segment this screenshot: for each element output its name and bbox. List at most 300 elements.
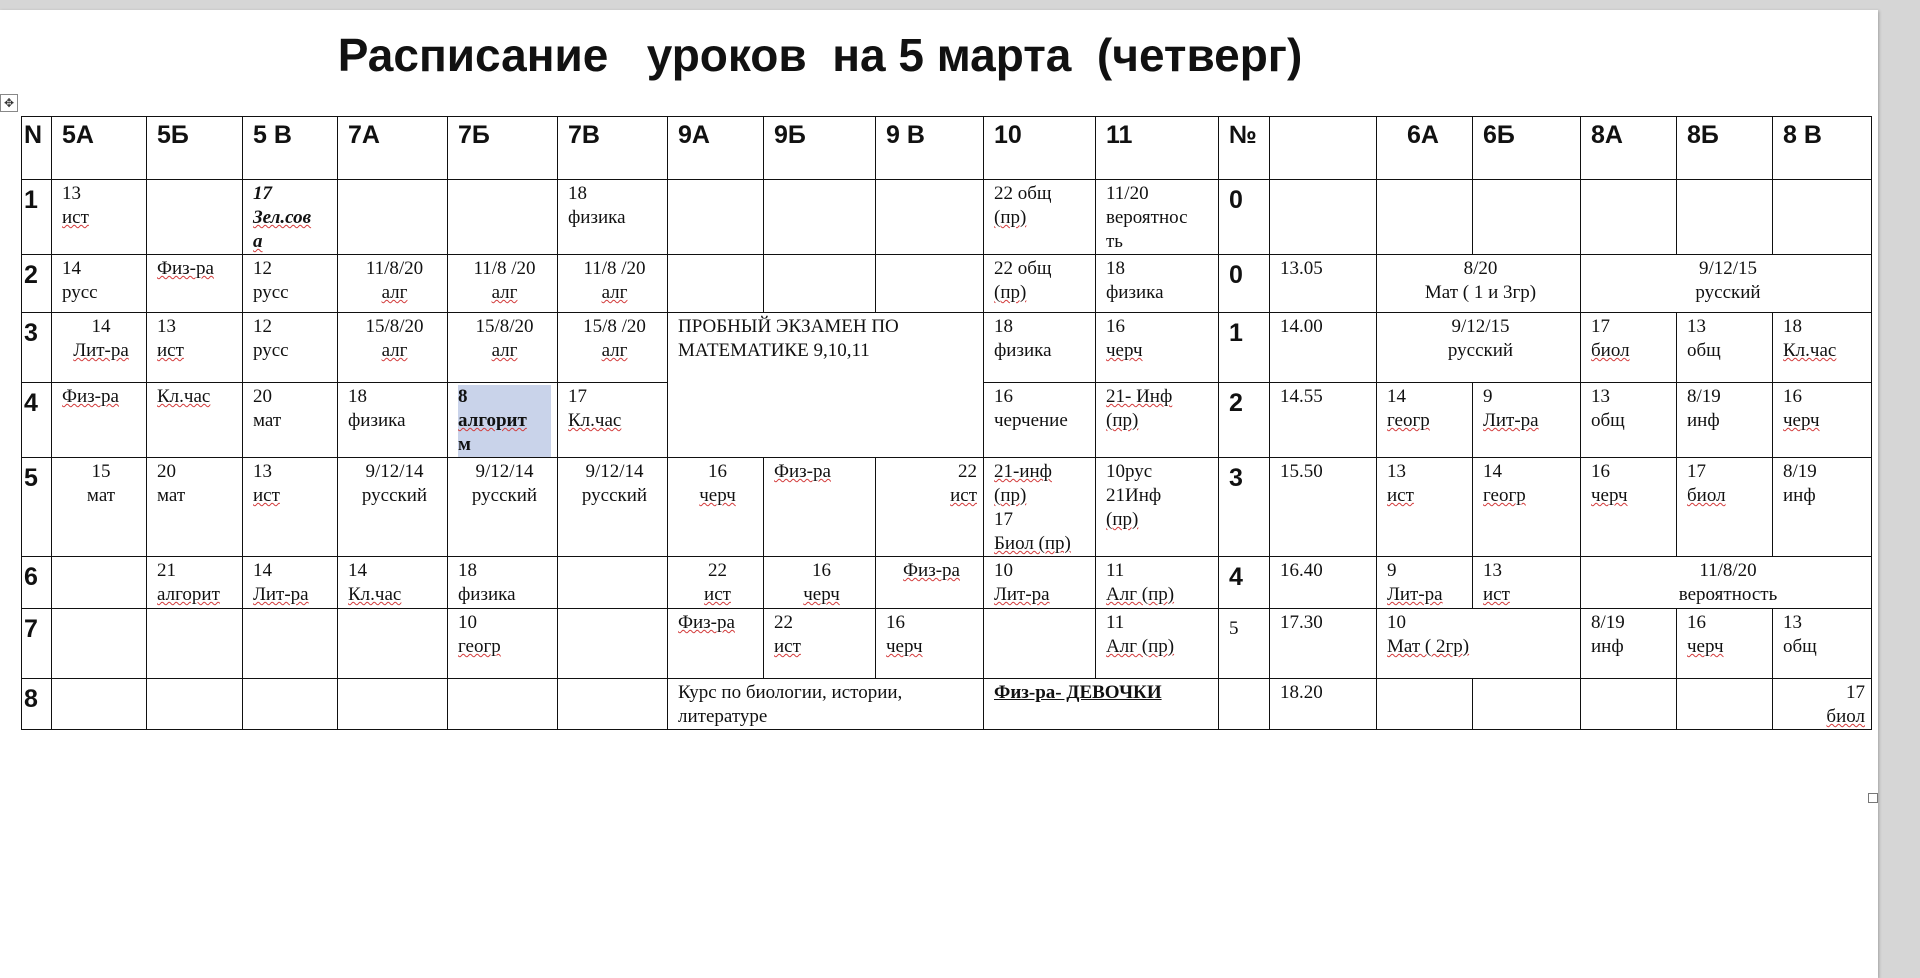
- cell-v5: [243, 313, 338, 383]
- cell-exam: [668, 313, 984, 458]
- cell-v9: [876, 180, 984, 255]
- cell-text: 10: [1387, 612, 1406, 633]
- cell-a6: [1377, 383, 1473, 458]
- slot-number: 1: [1219, 313, 1270, 383]
- page-title: Расписание уроков на 5 марта (четверг): [337, 29, 1303, 81]
- row-number: 5: [22, 458, 52, 557]
- cell-text: Курс по биологии, истории,: [678, 682, 903, 703]
- cell-text: геогр: [1483, 485, 1526, 506]
- cell-text: 14: [91, 316, 111, 337]
- cell-text: общ: [1591, 410, 1625, 431]
- cell-v8: [1773, 313, 1872, 383]
- cell-b7: [448, 313, 558, 383]
- cell-a7: [338, 557, 448, 609]
- cell-text: 18: [994, 316, 1013, 337]
- cell-v5: [243, 557, 338, 609]
- cell-g10: [984, 313, 1096, 383]
- slot-number: 0: [1219, 255, 1270, 313]
- cell-a6: [1377, 180, 1473, 255]
- cell-text: черч: [1591, 485, 1628, 506]
- row-number: 2: [22, 255, 52, 313]
- cell-text: алг: [491, 340, 518, 361]
- cell-v7: [558, 313, 668, 383]
- cell-text: 15/8 /20: [583, 316, 646, 337]
- cell-text: 12: [253, 258, 272, 279]
- cell-text: 18: [568, 183, 587, 204]
- move-icon[interactable]: ✥: [0, 94, 18, 112]
- cell-b6: [1473, 679, 1581, 730]
- cell-g11: [1096, 458, 1219, 557]
- cell-text: 11: [1106, 612, 1125, 633]
- cell-a9: [668, 255, 764, 313]
- cell-text: 11/8 /20: [473, 258, 536, 279]
- cell-text: Физ-ра- ДЕВОЧКИ: [994, 682, 1162, 703]
- cell-g11: [1096, 255, 1219, 313]
- cell-m6: [1377, 313, 1581, 383]
- column-header: 8 В: [1773, 117, 1872, 180]
- column-header: 5А: [52, 117, 147, 180]
- cell-text: ист: [704, 584, 731, 605]
- cell-a9: [668, 458, 764, 557]
- cell-text: 20: [157, 461, 176, 482]
- cell-v8: [1773, 458, 1872, 557]
- cell-b7: [448, 383, 558, 458]
- cell-text: литературе: [678, 706, 768, 727]
- table-row: [22, 557, 1872, 609]
- cell-a8: [1581, 609, 1677, 679]
- cell-text: черч: [1106, 340, 1143, 361]
- cell-b5: [147, 383, 243, 458]
- cell-text: 16: [1783, 386, 1802, 407]
- cell-a7: [338, 180, 448, 255]
- row-number: 6: [22, 557, 52, 609]
- slot-time: 13.05: [1270, 255, 1377, 313]
- cell-text: 9/12/15: [1698, 258, 1758, 279]
- cell-text: 9/12/14: [365, 461, 424, 482]
- cell-text: 11: [1106, 560, 1125, 581]
- cell-text: 17: [1591, 316, 1610, 337]
- cell-text: ист: [950, 485, 977, 506]
- cell-text: алг: [381, 282, 408, 303]
- cell-text: 21: [157, 560, 176, 581]
- cell-b8: [1677, 609, 1773, 679]
- cell-g10: [984, 255, 1096, 313]
- cell-text: Физ-ра: [157, 258, 214, 279]
- cell-text: алгорит: [157, 584, 220, 605]
- slot-time: [1270, 180, 1377, 255]
- cell-text: 13: [1387, 461, 1406, 482]
- cell-m8: [1581, 255, 1872, 313]
- cell-text: 20: [253, 386, 272, 407]
- cell-text: 11/8/20: [1699, 560, 1757, 581]
- cell-b8: [1677, 383, 1773, 458]
- cell-v7: [558, 383, 668, 458]
- cell-a9: [668, 609, 764, 679]
- cell-b9: [764, 180, 876, 255]
- cell-a8: [1581, 383, 1677, 458]
- cell-v9: [876, 557, 984, 609]
- cell-text: общ: [1687, 340, 1721, 361]
- cell-text: 11/8/20: [365, 258, 424, 279]
- cell-text: 9/12/15: [1451, 316, 1510, 337]
- cell-b6: [1473, 180, 1581, 255]
- cell-b7: [448, 180, 558, 255]
- cell-a7: [338, 609, 448, 679]
- cell-text: Лит-ра: [253, 584, 309, 605]
- cell-text: МАТЕМАТИКЕ 9,10,11: [678, 340, 870, 361]
- cell-a5: [52, 609, 147, 679]
- cell-text: 14: [253, 560, 272, 581]
- table-row: [22, 679, 1872, 730]
- cell-b9: [764, 255, 876, 313]
- cell-a6: [1377, 679, 1473, 730]
- cell-v9: [876, 609, 984, 679]
- cell-text: 14: [1387, 386, 1406, 407]
- cell-text: 15/8/20: [365, 316, 424, 337]
- cell-text: Алг (пр): [1106, 584, 1175, 605]
- cell-text: 14: [62, 258, 81, 279]
- cell-text: 16: [886, 612, 905, 633]
- cell-text: физика: [348, 410, 406, 431]
- table-row: [22, 180, 1872, 255]
- cell-text: русс: [62, 282, 98, 303]
- cell-text: 18: [348, 386, 367, 407]
- cell-text: м: [458, 433, 551, 457]
- cell-b5: [147, 458, 243, 557]
- column-header: 5Б: [147, 117, 243, 180]
- slot-number: 4: [1219, 557, 1270, 609]
- cell-b7: [448, 255, 558, 313]
- cell-v5: [243, 383, 338, 458]
- column-header: N: [22, 117, 52, 180]
- cell-text: 22 общ: [994, 183, 1052, 204]
- cell-text: 18: [458, 560, 477, 581]
- cell-b7: [448, 609, 558, 679]
- cell-text: инф: [1591, 636, 1624, 657]
- cell-text: 22: [774, 612, 793, 633]
- cell-text: 12: [253, 316, 272, 337]
- cell-v7: [558, 180, 668, 255]
- cell-text: 22: [708, 560, 727, 581]
- cell-text: 16: [812, 560, 831, 581]
- cell-a6: [1377, 557, 1473, 609]
- cell-text: Лит-ра: [73, 340, 129, 361]
- cell-g10: [984, 383, 1096, 458]
- cell-v5: [243, 255, 338, 313]
- cell-g11: [1096, 609, 1219, 679]
- cell-text: черч: [1687, 636, 1724, 657]
- column-header: 11: [1096, 117, 1219, 180]
- cell-text: физика: [458, 584, 516, 605]
- column-header: №: [1219, 117, 1270, 180]
- slot-time: 14.55: [1270, 383, 1377, 458]
- column-header: 7Б: [448, 117, 558, 180]
- cell-a7: [338, 679, 448, 730]
- slot-number: 2: [1219, 383, 1270, 458]
- cell-text: Кл.час: [157, 386, 211, 407]
- cell-text: 16: [708, 461, 727, 482]
- cell-text: алг: [601, 340, 628, 361]
- cell-text: ист: [1387, 485, 1414, 506]
- cell-b8: [1677, 313, 1773, 383]
- cell-b5: [147, 557, 243, 609]
- slot-time: 16.40: [1270, 557, 1377, 609]
- cell-text: а: [253, 231, 263, 252]
- cell-text: 13: [1483, 560, 1502, 581]
- cell-text: биол: [1826, 706, 1865, 727]
- cell-b7: [448, 557, 558, 609]
- cell-text: алг: [381, 340, 408, 361]
- cell-text: алг: [491, 282, 518, 303]
- column-header: [1270, 117, 1377, 180]
- cell-v5: [243, 609, 338, 679]
- cell-g11: [1096, 383, 1219, 458]
- cell-m8: [1581, 557, 1872, 609]
- cell-text: общ: [1783, 636, 1817, 657]
- cell-girls: [984, 679, 1219, 730]
- cell-text: биол: [1591, 340, 1630, 361]
- cell-text: геогр: [458, 636, 501, 657]
- cell-text: 18: [1106, 258, 1125, 279]
- cell-text: инф: [1687, 410, 1720, 431]
- cell-text: 8/19: [1687, 386, 1721, 407]
- cell-b8: [1677, 180, 1773, 255]
- cell-text: мат: [157, 485, 186, 506]
- cell-text: Физ-ра: [62, 386, 119, 407]
- cell-text: (пр): [994, 207, 1027, 228]
- cell-text: ист: [774, 636, 801, 657]
- cell-text: Кл.час: [1783, 340, 1837, 361]
- cell-g10: [984, 458, 1096, 557]
- cell-text: мат: [253, 410, 282, 431]
- cell-g11: [1096, 313, 1219, 383]
- cell-text: геогр: [1387, 410, 1430, 431]
- cell-text: 17: [1687, 461, 1706, 482]
- column-header: 10: [984, 117, 1096, 180]
- cell-text: (пр): [1106, 509, 1139, 530]
- cell-text: 16: [994, 386, 1013, 407]
- cell-g10: [984, 609, 1096, 679]
- cell-text: ист: [157, 340, 184, 361]
- cell-text: 15: [91, 461, 111, 482]
- cell-text: 13: [1783, 612, 1802, 633]
- cell-a7: [338, 383, 448, 458]
- table-row: [22, 255, 1872, 313]
- cell-text: 8/19: [1783, 461, 1817, 482]
- cell-a9: [668, 557, 764, 609]
- cell-text: 16: [1687, 612, 1706, 633]
- cell-text: черч: [699, 485, 736, 506]
- slot-number: 3: [1219, 458, 1270, 557]
- cell-text: 16: [1591, 461, 1610, 482]
- cell-a8: [1581, 679, 1677, 730]
- cell-text: ист: [62, 207, 89, 228]
- cell-a6: [1377, 458, 1473, 557]
- cell-text: 11/8 /20: [583, 258, 646, 279]
- cell-text: 22 общ: [994, 258, 1052, 279]
- cell-text: 10: [994, 560, 1013, 581]
- row-number: 1: [22, 180, 52, 255]
- cell-text: 21-инф: [994, 461, 1052, 482]
- cell-a8: [1581, 458, 1677, 557]
- cell-a8: [1581, 180, 1677, 255]
- cell-a5: [52, 557, 147, 609]
- cell-a7: [338, 255, 448, 313]
- cell-text: ист: [253, 485, 280, 506]
- cell-text: 21- Инф: [1106, 386, 1173, 407]
- column-header: 8Б: [1677, 117, 1773, 180]
- cell-text: 13: [253, 461, 272, 482]
- cell-text: 18: [1783, 316, 1802, 337]
- column-header: 7А: [338, 117, 448, 180]
- cell-text: физика: [1106, 282, 1164, 303]
- cell-b9: [764, 557, 876, 609]
- cell-text: (пр): [994, 282, 1027, 303]
- cell-v8: [1773, 609, 1872, 679]
- cell-b8: [1677, 458, 1773, 557]
- header-row: [22, 117, 1872, 180]
- cell-m6: [1377, 255, 1581, 313]
- cell-v8: [1773, 383, 1872, 458]
- cell-text: 17: [568, 386, 587, 407]
- cell-text: черчение: [994, 410, 1068, 431]
- cell-b9: [764, 458, 876, 557]
- cell-text: алгорит: [458, 409, 551, 433]
- cell-text: черч: [1783, 410, 1820, 431]
- cell-v5: [243, 458, 338, 557]
- cell-text: Мат ( 2гр): [1387, 636, 1470, 657]
- cell-text: русс: [253, 340, 289, 361]
- cell-g10: [984, 557, 1096, 609]
- slot-number: 5: [1219, 609, 1270, 679]
- cell-b6: [1473, 557, 1581, 609]
- column-header: 6А: [1377, 117, 1473, 180]
- cell-text: Биол (пр): [994, 533, 1071, 554]
- cell-b5: [147, 180, 243, 255]
- cell-a8: [1581, 313, 1677, 383]
- cell-g10: [984, 180, 1096, 255]
- table-row: [22, 458, 1872, 557]
- cell-text: Лит-ра: [1387, 584, 1443, 605]
- cell-text: русский: [581, 485, 648, 506]
- cell-v5: [243, 180, 338, 255]
- cell-text: ист: [1483, 584, 1510, 605]
- cell-text: 22: [958, 461, 977, 482]
- cell-text: Алг (пр): [1106, 636, 1175, 657]
- cell-text: 10рус: [1106, 461, 1153, 482]
- cell-text: биол: [1687, 485, 1726, 506]
- cell-b5: [147, 679, 243, 730]
- cell-a5: [52, 458, 147, 557]
- cell-a5: [52, 255, 147, 313]
- cell-course: [668, 679, 984, 730]
- cell-b5: [147, 313, 243, 383]
- cell-text: 8/19: [1591, 612, 1625, 633]
- cell-text: Лит-ра: [1483, 410, 1539, 431]
- cell-a5: [52, 383, 147, 458]
- cell-text: Физ-ра: [903, 560, 960, 581]
- slot-number: [1219, 679, 1270, 730]
- cell-text: Зел.сов: [253, 207, 312, 228]
- cell-text: черч: [886, 636, 923, 657]
- cell-a7: [338, 458, 448, 557]
- cell-text: 14: [348, 560, 367, 581]
- cell-b5: [147, 609, 243, 679]
- cell-text: 8/20: [1463, 258, 1498, 279]
- cell-text: (пр): [1106, 410, 1139, 431]
- slot-time: 18.20: [1270, 679, 1377, 730]
- cell-text: физика: [568, 207, 626, 228]
- cell-b5: [147, 255, 243, 313]
- slot-time: 14.00: [1270, 313, 1377, 383]
- row-number: 4: [22, 383, 52, 458]
- column-header: 5 В: [243, 117, 338, 180]
- cell-v7: [558, 458, 668, 557]
- row-number: 8: [22, 679, 52, 730]
- cell-v7: [558, 679, 668, 730]
- cell-text: 11/20: [1106, 183, 1149, 204]
- cell-text: 17: [253, 183, 272, 204]
- cell-b8: [1677, 679, 1773, 730]
- cell-v5: [243, 679, 338, 730]
- cell-text: инф: [1783, 485, 1816, 506]
- cell-text: 21Инф: [1106, 485, 1162, 506]
- cell-b9: [764, 609, 876, 679]
- cell-v9: [876, 255, 984, 313]
- slot-time: 15.50: [1270, 458, 1377, 557]
- cell-text: 17: [994, 509, 1013, 530]
- cell-text: ПРОБНЫЙ ЭКЗАМЕН ПО: [678, 316, 899, 337]
- cell-text: физика: [994, 340, 1052, 361]
- cell-text: русс: [253, 282, 289, 303]
- cell-v8: [1773, 679, 1872, 730]
- cell-text: русский: [1695, 282, 1761, 303]
- cell-text: Лит-ра: [994, 584, 1050, 605]
- column-header: 7В: [558, 117, 668, 180]
- cell-text: вероятнос: [1106, 207, 1188, 228]
- column-header: 9А: [668, 117, 764, 180]
- cell-text: 13: [1687, 316, 1706, 337]
- cell-text: русский: [1447, 340, 1514, 361]
- cell-a5: [52, 180, 147, 255]
- cell-text: 16: [1106, 316, 1125, 337]
- cell-text: русский: [361, 485, 428, 506]
- cell-text: 9: [1483, 386, 1493, 407]
- resize-icon[interactable]: [1868, 793, 1878, 803]
- cell-text: алг: [601, 282, 628, 303]
- cell-a5: [52, 679, 147, 730]
- cell-text: 13: [157, 316, 176, 337]
- cell-text: 13: [62, 183, 81, 204]
- cell-text: 9/12/14: [585, 461, 644, 482]
- cell-v7: [558, 609, 668, 679]
- cell-text: 10: [458, 612, 477, 633]
- column-header: 9 В: [876, 117, 984, 180]
- cell-g11: [1096, 557, 1219, 609]
- cell-v8: [1773, 180, 1872, 255]
- column-header: 6Б: [1473, 117, 1581, 180]
- cell-text: мат: [86, 485, 116, 506]
- column-header: 9Б: [764, 117, 876, 180]
- cell-text: Физ-ра: [678, 612, 735, 633]
- cell-b7: [448, 458, 558, 557]
- column-header: 8А: [1581, 117, 1677, 180]
- cell-text: (пр): [994, 485, 1027, 506]
- row-number: 7: [22, 609, 52, 679]
- schedule-table: [21, 116, 1872, 730]
- cell-text: 13: [1591, 386, 1610, 407]
- cell-text: 9/12/14: [475, 461, 534, 482]
